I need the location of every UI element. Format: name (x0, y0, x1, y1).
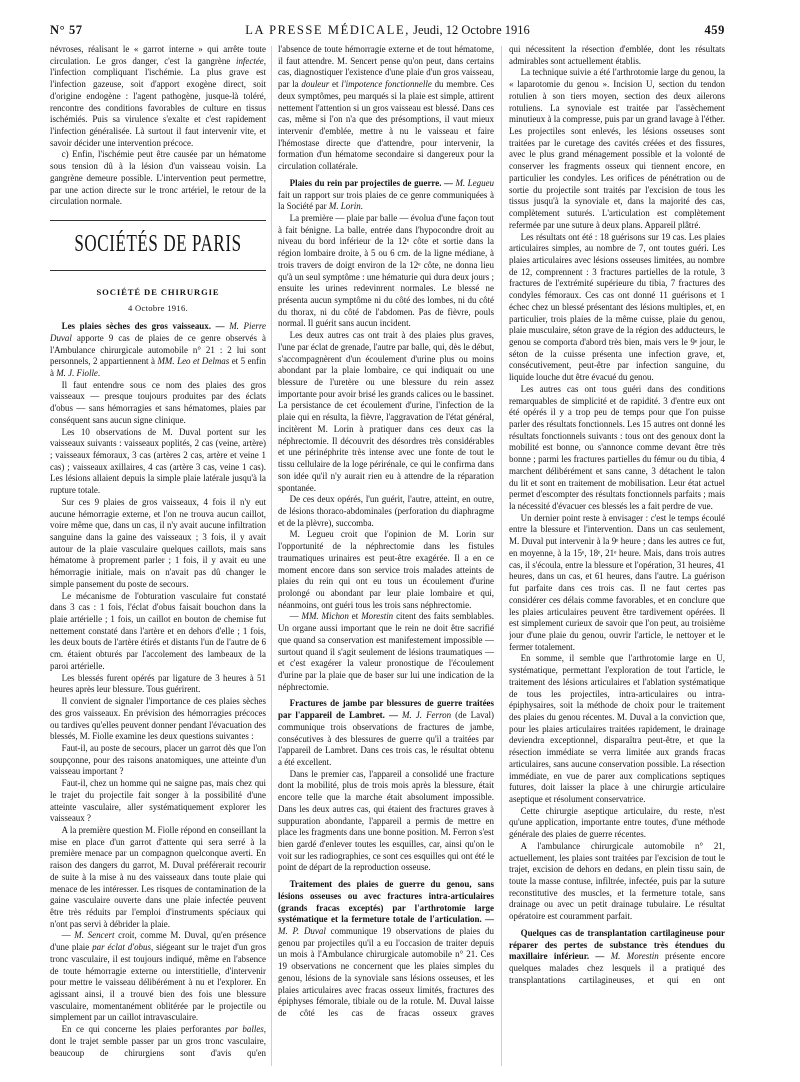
article-paragraph: A l'ambulance chirurgicale automobile n° 21, actuellement, les plaies sont traitées par l'excision de tout le trajet, excision de dehors en dedans, en plein tissu sain, de toute la masse contuse, infiltrée, infectée, puis par la suture reconstitutive des muscles, et la fermeture totale, sans drainage ou avec un petit drainage tubulaire. Le résultat opératoire est couramment parfait. (509, 840, 725, 922)
italic-text: douleur (301, 79, 330, 90)
article-paragraph: Un dernier point reste à envisager : c'est le temps écoulé entre la blessure et l'intervention. Dans un cas seulement, M. Duval put intervenir à la 9ᵉ heure ; dans les autres ce fut, en moyenne, à la 15ᵉ, 18ᵉ, 21ᵉ heure. Mais, dans trois autres cas, il s'écoula, entre la blessure et l'opération, 31 heures, 41 heures, dans un cas, et 61 heures, dans l'autre. La guérison fut parfaite dans ces trois cas. Il ne faut certes pas considérer ces délais comme favorables, et en conclure que les plaies articulaires peuvent être tardivement opérées. Il est simplement curieux de savoir que l'on peut, au troisième jour d'une plaie du genou, ouvrir l'article, le nettoyer et le fermer totalement. (509, 512, 725, 652)
italic-text: M. Morestin (610, 951, 659, 962)
italic-text: M. Lorin (328, 201, 361, 212)
section-title: Les plaies sèches des gros vaisseaux. — (61, 321, 230, 332)
body-text: et (348, 611, 362, 622)
body-text: , siégeant sur le trajet d'un gros tronc vasculaire, il est toujours indiqué, même en l'absence de toute hémorragie externe ou interstitielle, d'intervenir pour mettre le vaisseau délibérément à nu et l'explorer. En agissant ainsi, il a trouvé bien des fois une blessure vasculaire, momentanément oblitérée par le projectile ou simplement par un caillot intravasculaire. (50, 942, 266, 1023)
society-heading: SOCIÉTÉ DE CHIRURGIE (96, 287, 220, 298)
article-paragraph: En somme, il semble que l'arthrotomie large en U, systématique, permettant l'exploration de tout l'article, le traitement des lésions articulaires et l'ablation systématique de tous les projectiles, intra-articulaires ou intra-épiphysaires, soit la méthode de choix pour le traitement des plaies du genou récentes. M. Duval a la conviction que, pour les plaies articulaires traitées rapidement, le drainage deviendra exceptionnel, disparaîtra peut-être, et que la résection immédiate se verra limitée aux grands fracas articulaires, sans aucune conservation possible. La résection immédiate, en vue de parer aux complications septiques futures, doit laisser la place à une chirurgie articulaire aseptique et résolument conservatrice. (509, 653, 725, 804)
article-paragraph: De ces deux opérés, l'un guérit, l'autre, atteint, en outre, de lésions thoraco-abdominales (perforation du diaphragme et de la plèvre), succomba. (278, 494, 494, 528)
article-paragraph: Le mécanisme de l'obturation vasculaire fut constaté dans 3 cas : 1 fois, l'éclat d'obus faisait bouchon dans la plaie artérielle ; 1 fois, un caillot en bouton de chemise fut nettement constaté dans l'artère et en dehors d'elle ; 1 fois, les deux bouts de l'artère étirés et distants l'un de l'autre de 6 cm. étaient obturés par l'accolement des lambeaux de la paroi artérielle. (50, 590, 266, 671)
body-text: . (97, 367, 101, 378)
article-paragraph (50, 1024, 266, 1059)
body-text: fait un rapport sur trois plaies de ce genre communiquées à la Société par (278, 189, 494, 212)
body-text: (de Laval) communique trois observations de fractures de jambe, consécutives à des blessures de guerre qu'il a traitées par l'appareil de Lambret. Dans ces trois cas, le résultat obtenu a été excellent. (278, 710, 494, 767)
article-paragraph: Les deux autres cas ont trait à des plaies plus graves, l'une par éclat de grenade, l'autre par balle, qui, dès le début, s'accompagnèrent d'un écoulement d'urine plus ou moins abondant par la plaie lombaire, ce qui indiquait ou une blessure de l'uretère ou une blessure du rein assez importante pour avoir brisé les grands calices ou le bassinet. La persistance de cet écoulement d'urine, l'infection de la plaie qui en résulta, la fièvre, l'aggravation de l'état général, incitèrent M. Lorin à pratiquer dans ces deux cas la néphrectomie. Il découvrit des désordres très considérables et une périnéphrite très intense avec une fonte de tout le tissu cellulaire de la loge périrénale, ce qui le confirma dans son idée qu'il n'y aurait rien eu à attendre de la réparation spontanée. (278, 330, 494, 493)
publication-title: LA PRESSE MÉDICALE, (245, 23, 410, 37)
body-text: névroses, réalisant le « garrot interne » qui arrête toute circulation. Le gros danger, c'est la gangrène (50, 44, 266, 66)
article-paragraph (278, 611, 494, 693)
session-date: 4 Octobre 1916. (127, 303, 189, 314)
italic-text: MM. Michon (301, 611, 349, 622)
article-paragraph: Les autres cas ont tous guéri dans des conditions remarquables de simplicité et de rapidité. 3 d'entre eux ont été opérés il y a trop peu de temps pour que l'on puisse parler des résultats fonctionnels. Les 15 autres ont donné les résultats fonctionnels suivants : tous ont des genoux dont la mobilité est bonne, ou s'annonce comme devant être très bonne ; parmi les fractures partielles du fémur ou du tibia, 4 marchent délibérément et sans canne, 3 détachent le talon du lit et sont en traitement de mobilisation. Leur état actuel permet d'escompter des résultats fonctionnels parfaits ; mais la nécessité d'évacuer ces blessés les a fait perdre de vue. (509, 383, 725, 512)
article-paragraph (50, 321, 266, 380)
italic-text: M. Sencert (74, 930, 115, 941)
article-paragraph: Il convient de signaler l'importance de ces plaies sèches des gros vaisseaux. En prévision des hémorragies précoces ou tardives qu'elles peuvent donner pendant l'évacuation des blessés, M. Fiolle examine les deux questions suivantes : (50, 696, 266, 742)
italic-text: par balles (225, 1024, 264, 1035)
italic-text: M. Pierre Duval (50, 321, 266, 343)
body-text: , l'infection compliquant l'ischémie. La plus grave est l'infection gazeuse, soit d'apport exogène direct, soit d'origine endogène : l'agent pathogène, jusque-là toléré, rencontre des conditions favorables de culture en tissus ischémiés. Puis sa virulence s'exalte et c'est rapidement l'infection généralisée. Là surtout il faut intervenir vite, et savoir décider une intervention précoce. (50, 55, 266, 148)
article-paragraph (509, 928, 725, 987)
article-paragraph: Faut-il, chez un homme qui ne saigne pas, mais chez qui le trajet du projectile fait songer à la possibilité d'une atteinte vasculaire, aller systématiquement explorer les vaisseaux ? (50, 778, 266, 824)
italic-text: Morestin (361, 611, 394, 622)
article-paragraph: Faut-il, au poste de secours, placer un garrot dès que l'on soupçonne, pour des raisons anatomiques, une atteinte d'un vaisseau important ? (50, 742, 266, 777)
section-title: Traitement des plaies de guerre du genou, sans lésions osseuses ou avec fractures intra-articulaires (grands fracas exceptés) par l'arthrotomie large systématique et la fermeture totale de l'articulation. — (278, 879, 494, 925)
italic-text: MM. Leo et Delmas (157, 356, 230, 367)
article-paragraph: Les blessés furent opérés par ligature de 3 heures à 51 heures après leur blessure. Tous guérirent. (50, 672, 266, 695)
italic-text: par éclat d'obus (92, 942, 151, 953)
article-paragraph: c) Enfin, l'ischémie peut être causée par un hématome sous tension dû à la lésion d'un vaisseau voisin. La gangrène demeure possible. L'intervention peut permettre, par une action directe sur le tronc artériel, le retour de la circulation normale. (50, 149, 266, 207)
body-text: En ce qui concerne les plaies perforantes (61, 1024, 226, 1035)
italic-text: M. P. Duval (278, 925, 326, 936)
article-paragraph: La première — plaie par balle — évolua d'une façon tout à fait bénigne. La balle, entrée dans l'hypocondre droit au niveau du bord inférieur de la 12ᵉ côte et sortie dans la région lombaire droite, à 5 ou 6 cm. de la ligne médiane, à trois travers de doigt environ de la 12ᵉ côte, ne donna lieu qu'à un seul symptôme : une hématurie qui dura deux jours ; ensuite les urines redevinrent normales. Le blessé ne présenta aucun symptôme ni du côté des lombes, ni du côté du thorax, ni du côté de l'abdomen. Pas de fièvre, pouls normal. Il guérit sans aucun incident. (278, 212, 494, 329)
article-paragraph: Les 10 observations de M. Duval portent sur les vaisseaux suivants : vaisseaux poplités, 2 cas (veine, artère) ; vaisseaux fémoraux, 3 cas (artères 2 cas, artère et veine 1 cas) ; vaisseaux axillaires, 4 cas (artère 3 cas, veine 1 cas). Les lésions allaient depuis la simple plaie latérale jusqu'à la rupture totale. (50, 426, 266, 496)
column-left (50, 44, 266, 1068)
section-masthead-frame (50, 220, 266, 271)
body-text: apporte 9 cas de plaies de ce genre observés à l'Ambulance chirurgicale automobile n° 21 : 2 lui sont personnels, 2 appartiennent à (50, 332, 266, 367)
body-text: croit, comme M. Duval, qu'en présence d'une plaie (50, 930, 266, 953)
italic-text: M. J. Ferron (402, 710, 452, 721)
italic-text: l'impotence fonctionnelle (341, 79, 432, 90)
body-text: du membre. Ces deux symptômes, peu marqués si la plaie est simple, attirent nettement l'attention si un gros vaisseau est blessé. Dans ces cas, même si l'on n'a que des présomptions, il vaut mieux intervenir d'emblée, mettre à nu le vaisseau et faire l'hémostase directe que d'attendre, pour intervenir, la formation d'un hématome secondaire si dangereux pour la circulation collatérale. (278, 79, 494, 172)
article-paragraph (278, 698, 494, 768)
publication-line (110, 21, 665, 39)
body-text: présente encore quelques malades chez lesquels il a pratiqué des transplantations cartilagineuses, et qui en ont (509, 951, 725, 985)
article-paragraph: qui nécessitent la résection d'emblée, dont les résultats admirables sont actuellement établis. (509, 44, 725, 66)
body-text: l'absence de toute hémorragie externe et de tout hématome, il faut attendre. M. Sencert pense qu'on peut, dans certains cas, diagnostiquer l'existence d'une plaie d'un gros vaisseau, par la (278, 44, 494, 90)
body-text: . (360, 201, 363, 212)
article-paragraph: Cette chirurgie aseptique articulaire, du reste, n'est qu'une application, importante entre toutes, d'une méthode générale des plaies de guerre récentes. (509, 805, 725, 840)
article-paragraph: Dans le premier cas, l'appareil a consolidé une fracture dont la mobilité, plus de trois mois après la blessure, était encore telle que la marche était absolument impossible. Dans les deux autres cas, qui étaient des fractures graves à suppuration abondante, l'appareil a permis de mettre en place les fragments dans une bonne position. M. Ferron s'est bien gardé d'enlever toutes les esquilles, car, ainsi qu'on le voit sur les radiographies, ce sont ces esquilles qui ont été le point de départ de la reproduction osseuse. (278, 768, 494, 873)
page-number: 459 (704, 23, 725, 37)
article-paragraph: A la première question M. Fiolle répond en conseillant la mise en place d'un garrot d'attente qui sera serré à la première menace par un compagnon quelconque averti. En raison des dangers du garrot, M. Duval préférerait recourir de suite à la mise à nu des vaisseaux dans toute plaie qui menace de les intéresser. Les risques de contamination de la gaine vasculaire ouverte dans une plaie infectée peuvent être très réduits par l'emploi d'instruments spéciaux qui n'ont pas servi à débrider la plaie. (50, 824, 266, 929)
section-masthead: SOCIÉTÉS DE PARIS (74, 229, 242, 257)
body-text: — (289, 611, 302, 622)
column-right (509, 44, 725, 1068)
article-paragraph (50, 44, 266, 149)
body-text: et (329, 79, 342, 90)
column-middle (278, 44, 494, 1068)
section-title: Plaies du rein par projectiles de guerre. — (289, 177, 456, 188)
article-paragraph: Les résultats ont été : 18 guérisons sur 19 cas. Les plaies articulaires simples, au nombre de 7, ont toutes guéri. Les plaies articulaires avec lésions osseuses limitées, au nombre de 12, comprennent : 3 fractures partielles de la rotule, 3 fractures de l'extrémité supérieure du tibia, 7 fractures des condyles fémoraux. Ces cas ont donné 11 guérisons et 1 échec chez un blessé présentant des lésions multiples, et, en particulier, trois plaies de la même cuisse, plaie du genou, plaie musculaire, séton grave de la région des adducteurs, le genou se comporta d'abord très bien, mais vers le 9ᵉ jour, le séton de la cuisse présenta une infection grave, et, consécutivement, peut-être par infection sanguine, du liquide louche dut être évacué du genou. (509, 231, 725, 383)
body-text: communique 19 observations de plaies du genou par projectiles qu'il a eu l'occasion de traiter depuis un mois à l'Ambulance chirurgicale automobile n° 21. Ces 19 observations ne concernent que les plaies simples du genou, lésions de la synoviale sans lésions osseuses, et les plaies articulaires avec fracas osseux limités, fractures des épiphyses fémorale, tibiale ou de la rotule. M. Duval laisse de côté les cas de fracas osseux graves (278, 925, 494, 1018)
body-text: , dont le trajet semble passer par un gros tronc vasculaire, beaucoup de chirurgiens sont d'avis qu'en (50, 1024, 266, 1058)
column-rule (501, 46, 502, 1066)
article-paragraph: Sur ces 9 plaies de gros vaisseaux, 4 fois il n'y eut aucune hémorragie externe, et l'on ne trouva aucun caillot, voire même que, dans un cas, il n'y avait aucune infiltration sanguine dans la gaine des vaisseaux ; 3 fois, il y avait autour de la plaie vasculaire quelques caillots, mais sans hématome à proprement parler ; 1 fois, il y avait eu une hémorragie initiale, mais on n'avait pas dû changer le simple pansement du poste de secours. (50, 496, 266, 589)
article-paragraph (278, 879, 494, 1020)
issue-number: N° 57 (50, 23, 83, 37)
italic-text: M. J. Fiolle (56, 367, 98, 378)
article-paragraph: M. Legueu croit que l'opinion de M. Lorin sur l'opportunité de la néphrectomie dans les fistules traumatiques urinaires est peut-être exagérée. Il a en ce moment encore dans son service trois malades atteints de plaies du rein qui ont eu tous un écoulement d'urine prolongé ou abondant par leur plaie lombaire et qui, néanmoins, ont guéri tous les trois sans néphrectomie. (278, 529, 494, 610)
italic-text: infectée (235, 55, 264, 66)
article-paragraph (278, 44, 494, 173)
column-rule (271, 46, 272, 1066)
section-title: Fractures de jambe par blessures de guerre traitées par l'appareil de Lambret. — (278, 698, 494, 721)
article-paragraph: La technique suivie a été l'arthrotomie large du genou, la « laparotomie du genou ». Incision U, section du tendon rotulien à son tiers moyen, section des deux ailerons rotuliens. La synoviale est traitée par l'assèchement minutieux à la compresse, puis par un grand lavage à l'éther. Les projectiles sont enlevés, les lésions osseuses sont traitées par le curetage des cavités créées et des fissures, avec le plus grand ménagement possible et la volonté de conserver les fragments osseux qui tiennent encore, en particulier les condyles. Les orifices de pénétration ou de sortie du projectile sont traités par l'excision de tous les tissus jusqu'à la synoviale et, dans la majorité des cas, complètement suturés. L'articulation est complètement refermée par une suture à deux plans. Appareil plâtré. (509, 67, 725, 230)
body-text: citent des faits semblables. Un organe aussi important que le rein ne doit être sacrifié que quand sa conservation est manifestement impossible — surtout quand il s'agit seulement de lésions traumatiques — et c'est exagérer la valeur pronostique de l'écoulement d'urine par la plaie que de baser sur lui une indication de la néphrectomie. (278, 611, 494, 692)
article-paragraph (50, 930, 266, 1024)
section-title: Quelques cas de transplantation cartilagineuse pour réparer des pertes de substance très étendues du maxillaire inférieur. — (509, 927, 725, 962)
running-header (50, 21, 725, 39)
italic-text: M. Legueu (455, 177, 494, 188)
issue-date: Jeudi, 12 Octobre 1916 (413, 23, 530, 37)
article-paragraph (278, 178, 494, 213)
article-paragraph: Il faut entendre sous ce nom des plaies des gros vaisseaux — presque toujours produites par des éclats d'obus — sans hémorragies et sans hématomes, plaies par conséquent sans aucun signe clinique. (50, 379, 266, 425)
body-text: et 5 enfin à (50, 356, 266, 378)
body-text: — (61, 930, 75, 941)
